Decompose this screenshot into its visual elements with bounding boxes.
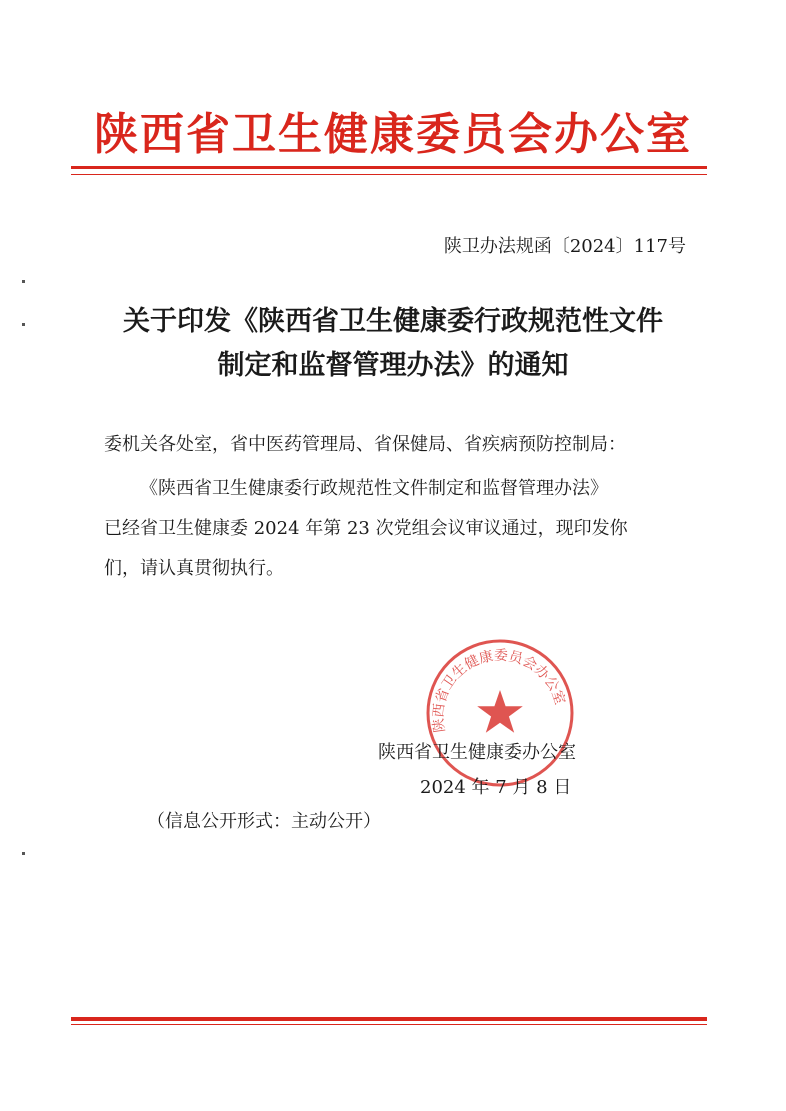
signature-date: 2024 年 7 月 8 日 bbox=[420, 777, 572, 798]
official-seal bbox=[425, 638, 575, 788]
binding-mark bbox=[22, 852, 25, 855]
seal-text: 陕西省卫生健康委员会办公室 bbox=[430, 647, 568, 734]
publicity-note: （信息公开形式：主动公开） bbox=[147, 811, 381, 832]
letterhead-title: 陕西省卫生健康委员会办公室 bbox=[94, 109, 692, 160]
document-number: 陕卫办法规函〔2024〕117号 bbox=[443, 236, 686, 257]
binding-mark bbox=[22, 323, 25, 326]
footer-rule-thick bbox=[71, 1017, 707, 1021]
document-title-line2: 制定和监督管理办法》的通知 bbox=[217, 350, 569, 381]
star-icon bbox=[477, 690, 523, 733]
letterhead-rule-thin bbox=[71, 174, 707, 175]
binding-mark bbox=[22, 280, 25, 283]
document-title-line1: 关于印发《陕西省卫生健康委行政规范性文件 bbox=[123, 306, 663, 337]
salutation: 委机关各处室，省中医药管理局、省保健局、省疾病预防控制局： bbox=[104, 434, 626, 455]
paragraph-line: 已经省卫生健康委 2024 年第 23 次党组会议审议通过，现印发你 bbox=[104, 518, 628, 539]
signature-org: 陕西省卫生健康委办公室 bbox=[378, 742, 576, 763]
document-title bbox=[0, 300, 786, 388]
paragraph-line: 《陕西省卫生健康委行政规范性文件制定和监督管理办法》 bbox=[140, 478, 608, 499]
paragraph-line: 们，请认真贯彻执行。 bbox=[104, 558, 284, 579]
letterhead-rule-thick bbox=[71, 166, 707, 169]
footer-rule-thin bbox=[71, 1024, 707, 1025]
